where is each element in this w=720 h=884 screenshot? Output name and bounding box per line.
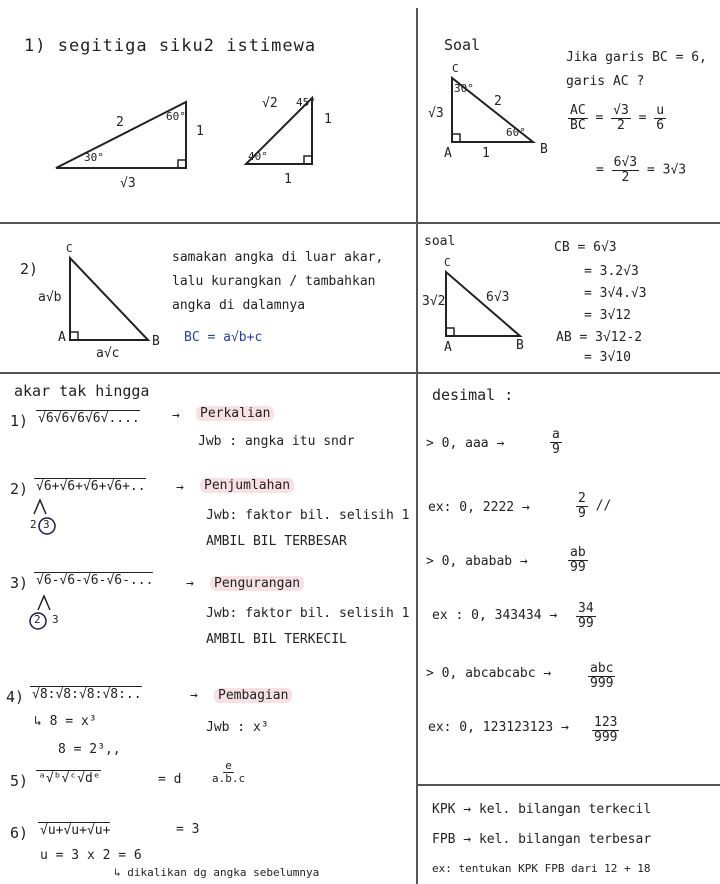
desimal-row6-frac: $\frac{123}{999}$ bbox=[594, 715, 618, 745]
s2-text-2: lalu kurangkan / tambahkan bbox=[172, 274, 376, 289]
akar-2-sub2: 3 bbox=[43, 518, 50, 531]
soal2-B: B bbox=[516, 338, 524, 353]
akar-6-line2: ↳ dikalikan dg angka sebelumnya bbox=[114, 866, 320, 879]
tri1-angle-30: 30° bbox=[84, 151, 104, 164]
tri2-side: 1 bbox=[324, 112, 332, 127]
soal2-line-3: = 3√4.√3 bbox=[584, 286, 647, 301]
soal1-A: A bbox=[444, 146, 452, 161]
s2-text-3: angka di dalamnya bbox=[172, 298, 306, 313]
akar-2-arrow: → bbox=[176, 480, 184, 495]
tri2-hyp: √2 bbox=[262, 96, 278, 111]
akar-2-note2: AMBIL BIL TERBESAR bbox=[206, 534, 347, 549]
s2-formula: BC = a√b+c bbox=[184, 330, 263, 345]
akar-5-num: 5) bbox=[10, 772, 29, 790]
soal1-left-side: √3 bbox=[428, 106, 444, 121]
akar-1-label: Perkalian bbox=[196, 406, 274, 421]
akar-3-sub2: 3 bbox=[52, 613, 59, 626]
soal1-hyp: 2 bbox=[494, 94, 502, 109]
tri2-angle-40: 40° bbox=[248, 150, 268, 163]
soal1-bottom: 1 bbox=[482, 146, 490, 161]
desimal-row3-frac: $\frac{ab}{99}$ bbox=[570, 545, 586, 575]
akar-2-num: 2) bbox=[10, 480, 29, 498]
desimal-row5-lhs: > 0, abcabcabc → bbox=[426, 666, 552, 681]
s2-base: a√c bbox=[96, 346, 120, 361]
akar-3-arrow: → bbox=[186, 576, 194, 591]
desimal-row1-lhs: > 0, aaa → bbox=[426, 436, 505, 451]
akar-5-eq: = d bbox=[158, 772, 182, 787]
akar-6-result: = 3 bbox=[176, 822, 200, 837]
akar-3-label: Pengurangan bbox=[210, 576, 304, 591]
tri1-angle-60: 60° bbox=[166, 110, 186, 123]
desimal-row2-lhs: ex: 0, 2222 → bbox=[428, 500, 530, 515]
akar-6-expr: √u+√u+√u+ bbox=[40, 823, 111, 838]
akar-1-expr: √6√6√6√6√.... bbox=[38, 411, 140, 426]
kpk-example: ex: tentukan KPK FPB dari 12 + 18 bbox=[432, 862, 651, 875]
akar-6-line1: u = 3 x 2 = 6 bbox=[40, 848, 142, 863]
akar-5-frac: $\frac{e}{a.b.c}$ bbox=[212, 759, 246, 785]
akar-4-jwb: Jwb : x³ bbox=[206, 720, 269, 735]
soal1-angle-30: 30° bbox=[454, 82, 474, 95]
s2-A: A bbox=[58, 330, 66, 345]
soal2-hyp: 6√3 bbox=[486, 290, 510, 305]
desimal-row3-lhs: > 0, ababab → bbox=[426, 554, 528, 569]
soal1-C: C bbox=[452, 62, 459, 75]
akar-2-note1: Jwb: faktor bil. selisih 1 bbox=[206, 508, 410, 523]
akar-4-line1: ↳ 8 = x³ bbox=[34, 714, 97, 729]
soal1-equation-1: $\frac{AC}{BC}$ = $\frac{√3}{2}$ = $\frac{u}{6}$ bbox=[570, 103, 665, 133]
akar-4-expr: √8:√8:√8:√8:.. bbox=[32, 687, 142, 702]
soal2-line-1: CB = 6√3 bbox=[554, 240, 617, 255]
section2-num: 2) bbox=[20, 260, 39, 278]
soal2-line-6: = 3√10 bbox=[584, 350, 631, 365]
akar-1-arrow: → bbox=[172, 408, 180, 423]
akar-4-arrow: → bbox=[190, 688, 198, 703]
s2-C: C bbox=[66, 242, 73, 255]
soal1-question-1: Jika garis BC = 6, bbox=[566, 50, 707, 65]
akar-4-line2: 8 = 2³,, bbox=[58, 742, 121, 757]
tri2-base: 1 bbox=[284, 172, 292, 187]
fpb-line: FPB → kel. bilangan terbesar bbox=[432, 832, 652, 847]
akar-3-num: 3) bbox=[10, 574, 29, 592]
akar-title: akar tak hingga bbox=[14, 382, 150, 400]
akar-3-note1: Jwb: faktor bil. selisih 1 bbox=[206, 606, 410, 621]
akar-2-label: Penjumlahan bbox=[200, 478, 294, 493]
soal1-angle-60: 60° bbox=[506, 126, 526, 139]
akar-4-num: 4) bbox=[6, 688, 25, 706]
desimal-row4-frac: $\frac{34}{99}$ bbox=[578, 601, 594, 631]
akar-2-expr: √6+√6+√6+√6+.. bbox=[36, 479, 146, 494]
section1-title: 1) segitiga siku2 istimewa bbox=[24, 36, 317, 56]
akar-4-label: Pembagian bbox=[214, 688, 292, 703]
soal2-left: 3√2 bbox=[422, 294, 446, 309]
soal2-C: C bbox=[444, 256, 451, 269]
akar-6-num: 6) bbox=[10, 824, 29, 842]
s2-B: B bbox=[152, 334, 160, 349]
akar-5-expr: ᵃ√ᵇ√ᶜ√dᵉ bbox=[38, 771, 101, 786]
soal1-B: B bbox=[540, 142, 548, 157]
soal2-line-5: AB = 3√12-2 bbox=[556, 330, 643, 345]
akar-3-expr: √6-√6-√6-√6-... bbox=[36, 573, 154, 588]
s2-left: a√b bbox=[38, 290, 62, 305]
tri2-angle-45: 45° bbox=[296, 96, 316, 109]
s2-text-1: samakan angka di luar akar, bbox=[172, 250, 384, 265]
tri1-hyp: 2 bbox=[116, 115, 124, 130]
kpk-line: KPK → kel. bilangan terkecil bbox=[432, 802, 652, 817]
soal2-line-2: = 3.2√3 bbox=[584, 264, 639, 279]
soal1-equation-2: = $\frac{6√3}{2}$ = 3√3 bbox=[596, 155, 687, 185]
desimal-row1-frac: $\frac{a}{9}$ bbox=[552, 427, 560, 457]
akar-1-num: 1) bbox=[10, 412, 29, 430]
tri1-base: √3 bbox=[120, 176, 136, 191]
desimal-title: desimal : bbox=[432, 386, 514, 404]
desimal-row6-lhs: ex: 0, 123123123 → bbox=[428, 720, 569, 735]
soal2-title: soal bbox=[424, 234, 456, 249]
desimal-row2-frac: $\frac{2}{9}$ // bbox=[578, 491, 612, 521]
akar-2-sub1: 2 bbox=[30, 518, 37, 531]
desimal-row5-frac: $\frac{\text{abc}}{999}$ bbox=[590, 661, 614, 691]
soal1-question-2: garis AC ? bbox=[566, 74, 645, 89]
akar-1-note: Jwb : angka itu sndr bbox=[198, 434, 355, 449]
akar-3-note2: AMBIL BIL TERKECIL bbox=[206, 632, 347, 647]
soal1-title: Soal bbox=[444, 36, 481, 54]
soal2-A: A bbox=[444, 340, 452, 355]
tri1-side: 1 bbox=[196, 124, 204, 139]
soal2-line-4: = 3√12 bbox=[584, 308, 631, 323]
desimal-row4-lhs: ex : 0, 343434 → bbox=[432, 608, 558, 623]
akar-3-sub1: 2 bbox=[34, 613, 41, 626]
